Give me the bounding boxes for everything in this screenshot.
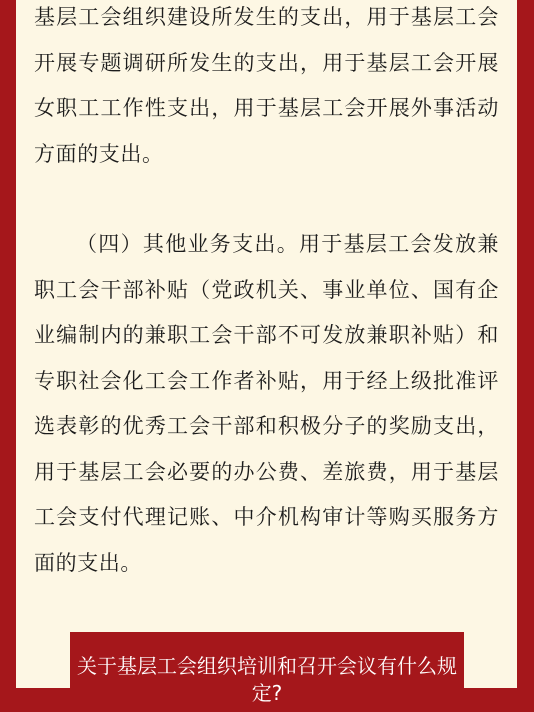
article-card <box>16 0 517 705</box>
body-paragraph-other-expenses: （四）其他业务支出。用于基层工会发放兼职工会干部补贴（党政机关、事业单位、国有企业编制内的兼职工会干部不可发放兼职补贴）和专职社会化工会工作者补贴，用于经上级批准评选表彰的优秀工会干部和积极分子的奖励支出，用于基层工会必要的办公费、差旅费，用于基层工会支付代理记账、中介机构审计等购买服务方面的支出。 <box>34 232 499 575</box>
section-heading-banner <box>70 632 464 712</box>
body-paragraph: 基层工会组织建设所发生的支出，用于基层工会开展专题调研所发生的支出，用于基层工会开展女职工工作性支出，用于基层工会开展外事活动方面的支出。 <box>34 5 499 166</box>
section-heading-title: 关于基层工会组织培训和召开会议有什么规定? <box>77 654 457 705</box>
